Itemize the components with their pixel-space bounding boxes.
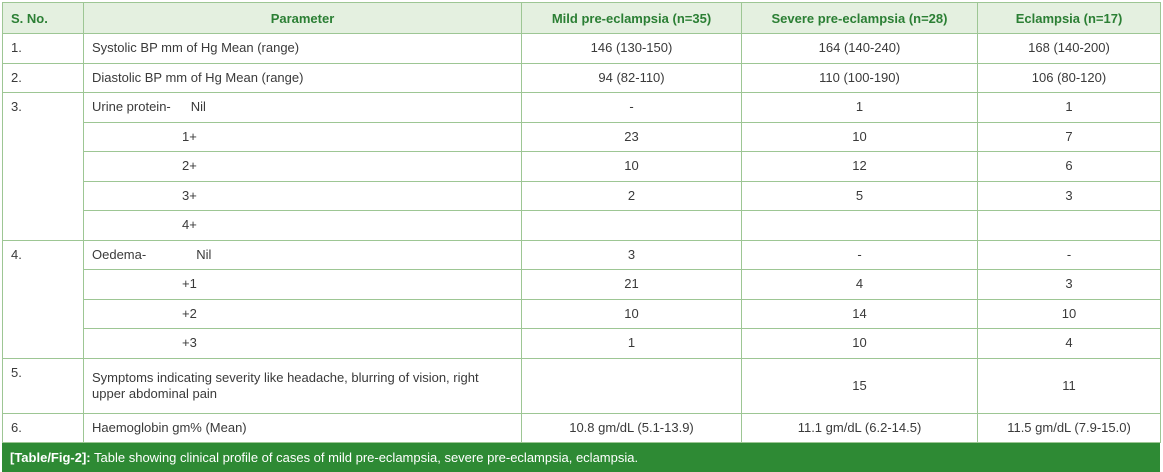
table-row	[3, 63, 1161, 93]
row-sno: 6.	[3, 413, 84, 443]
table-row	[3, 211, 1161, 241]
table-row	[3, 93, 1161, 123]
header-sno: S. No.	[3, 3, 84, 34]
table-row	[3, 240, 1161, 270]
cell-severe: 11.1 gm/dL (6.2-14.5)	[742, 413, 978, 443]
cell-severe	[742, 211, 978, 241]
table-row	[3, 181, 1161, 211]
sub-label: +2	[84, 299, 522, 329]
cell-severe: 14	[742, 299, 978, 329]
sub-label: Nil	[196, 246, 212, 262]
cell-severe: 1	[742, 93, 978, 123]
cell-mild	[522, 358, 742, 413]
sub-label: +3	[84, 329, 522, 359]
urine-protein-label: Urine protein-	[92, 99, 171, 115]
cell-mild: -	[522, 93, 742, 123]
sub-label: Nil	[190, 99, 206, 115]
row-parameter: Haemoglobin gm% (Mean)	[84, 413, 522, 443]
cell-severe: 4	[742, 270, 978, 300]
caption-label: [Table/Fig-2]:	[10, 450, 91, 465]
table-row	[3, 270, 1161, 300]
cell-mild: 23	[522, 122, 742, 152]
header-severe: Severe pre-eclampsia (n=28)	[742, 3, 978, 34]
clinical-profile-figure	[2, 2, 1160, 472]
row-parameter	[84, 240, 522, 270]
row-parameter: Symptoms indicating severity like headache, blurring of vision, right upper abdominal pain	[84, 358, 522, 413]
sub-label: +1	[84, 270, 522, 300]
cell-severe: 110 (100-190)	[742, 63, 978, 93]
cell-severe: -	[742, 240, 978, 270]
cell-mild: 21	[522, 270, 742, 300]
cell-mild: 146 (130-150)	[522, 34, 742, 64]
cell-eclampsia: -	[978, 240, 1161, 270]
cell-severe: 10	[742, 122, 978, 152]
cell-eclampsia	[978, 211, 1161, 241]
cell-eclampsia: 4	[978, 329, 1161, 359]
cell-eclampsia: 1	[978, 93, 1161, 123]
sub-label: 2+	[84, 152, 522, 182]
table-caption	[2, 443, 1160, 472]
row-parameter: Diastolic BP mm of Hg Mean (range)	[84, 63, 522, 93]
row-parameter	[84, 93, 522, 123]
cell-severe: 164 (140-240)	[742, 34, 978, 64]
table-row	[3, 152, 1161, 182]
cell-severe: 12	[742, 152, 978, 182]
cell-severe: 5	[742, 181, 978, 211]
row-sno: 3.	[3, 93, 84, 241]
cell-mild: 10.8 gm/dL (5.1-13.9)	[522, 413, 742, 443]
cell-eclampsia: 3	[978, 270, 1161, 300]
cell-severe: 10	[742, 329, 978, 359]
oedema-label: Oedema-	[92, 246, 147, 262]
row-sno: 4.	[3, 240, 84, 358]
header-parameter: Parameter	[84, 3, 522, 34]
cell-mild: 2	[522, 181, 742, 211]
table-row	[3, 358, 1161, 413]
row-parameter: Systolic BP mm of Hg Mean (range)	[84, 34, 522, 64]
cell-eclampsia: 106 (80-120)	[978, 63, 1161, 93]
cell-eclampsia: 6	[978, 152, 1161, 182]
cell-eclampsia: 11.5 gm/dL (7.9-15.0)	[978, 413, 1161, 443]
cell-mild: 10	[522, 299, 742, 329]
row-sno: 2.	[3, 63, 84, 93]
table-row	[3, 34, 1161, 64]
header-mild: Mild pre-eclampsia (n=35)	[522, 3, 742, 34]
table-row	[3, 299, 1161, 329]
clinical-profile-table	[2, 2, 1161, 443]
row-sno: 1.	[3, 34, 84, 64]
cell-mild: 10	[522, 152, 742, 182]
cell-severe: 15	[742, 358, 978, 413]
table-row	[3, 413, 1161, 443]
table-row	[3, 329, 1161, 359]
caption-text: Table showing clinical profile of cases of mild pre-eclampsia, severe pre-eclampsia, eclampsia.	[90, 450, 639, 465]
cell-mild: 94 (82-110)	[522, 63, 742, 93]
cell-eclampsia: 7	[978, 122, 1161, 152]
sub-label: 3+	[84, 181, 522, 211]
sub-label: 4+	[84, 211, 522, 241]
cell-eclampsia: 3	[978, 181, 1161, 211]
table-row	[3, 122, 1161, 152]
cell-mild	[522, 211, 742, 241]
row-sno: 5.	[3, 358, 84, 413]
cell-eclampsia: 10	[978, 299, 1161, 329]
sub-label: 1+	[84, 122, 522, 152]
cell-eclampsia: 168 (140-200)	[978, 34, 1161, 64]
header-eclampsia: Eclampsia (n=17)	[978, 3, 1161, 34]
cell-mild: 3	[522, 240, 742, 270]
cell-eclampsia: 11	[978, 358, 1161, 413]
cell-mild: 1	[522, 329, 742, 359]
table-header-row	[3, 3, 1161, 34]
